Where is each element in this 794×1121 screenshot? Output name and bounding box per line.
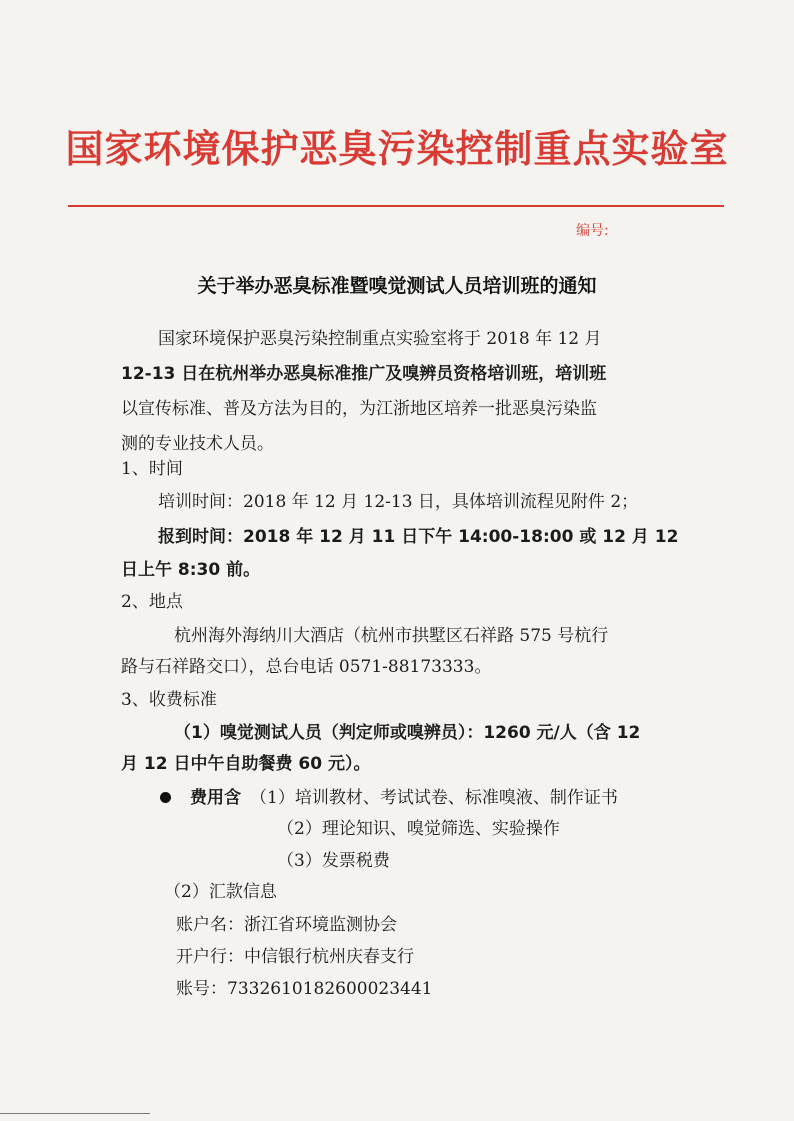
intro-line-3: 以宣传标准、普及方法为目的，为江浙地区培养一批恶臭污染监 xyxy=(121,399,597,419)
intro-line-4: 测的专业技术人员。 xyxy=(121,434,274,454)
intro-line-1: 国家环境保护恶臭污染控制重点实验室将于 2018 年 12 月 xyxy=(158,329,602,349)
address-line-2: 路与石祥路交口），总台电话 0571-88173333。 xyxy=(121,657,492,677)
fee-includes-item-1: （1）培训教材、考试试卷、标准嗅液、制作证书 xyxy=(250,788,618,808)
account-number: 账号：7332610182600023441 xyxy=(176,979,433,999)
account-name: 账户名：浙江省环境监测协会 xyxy=(176,915,397,935)
letterhead-org-name: 国家环境保护恶臭污染控制重点实验室 xyxy=(65,127,729,171)
serial-number-label: 编号: xyxy=(576,223,609,239)
letterhead-divider xyxy=(68,205,724,207)
fee-line-2: 月 12 日中午自助餐费 60 元）。 xyxy=(121,754,371,774)
section-1-heading: 1、时间 xyxy=(121,459,183,479)
training-time: 培训时间：2018 年 12 月 12-13 日，具体培训流程见附件 2； xyxy=(158,492,639,512)
address-line-1: 杭州海外海纳川大酒店（杭州市拱墅区石祥路 575 号杭行 xyxy=(174,626,609,646)
document-title: 关于举办恶臭标准暨嗅觉测试人员培训班的通知 xyxy=(197,275,597,297)
fee-includes-item-2: （2）理论知识、嗅觉筛选、实验操作 xyxy=(277,819,560,839)
fee-includes-item-3: （3）发票税费 xyxy=(277,851,390,871)
fee-includes-label: 费用含 xyxy=(190,788,241,808)
fee-line-1: （1）嗅觉测试人员（判定师或嗅辨员）：1260 元/人（含 12 xyxy=(174,723,641,743)
bullet-icon xyxy=(160,792,171,803)
remittance-heading: （2）汇款信息 xyxy=(164,882,277,902)
section-3-heading: 3、收费标准 xyxy=(121,690,217,710)
intro-line-2: 12-13 日在杭州举办恶臭标准推广及嗅辨员资格培训班，培训班 xyxy=(121,364,607,384)
bank-name: 开户行：中信银行杭州庆春支行 xyxy=(176,947,414,967)
scan-edge-line xyxy=(0,1113,150,1114)
section-2-heading: 2、地点 xyxy=(121,592,183,612)
registration-time-line-1: 报到时间：2018 年 12 月 11 日下午 14:00-18:00 或 12 月 12 xyxy=(158,527,679,547)
registration-time-line-2: 日上午 8:30 前。 xyxy=(121,560,261,580)
